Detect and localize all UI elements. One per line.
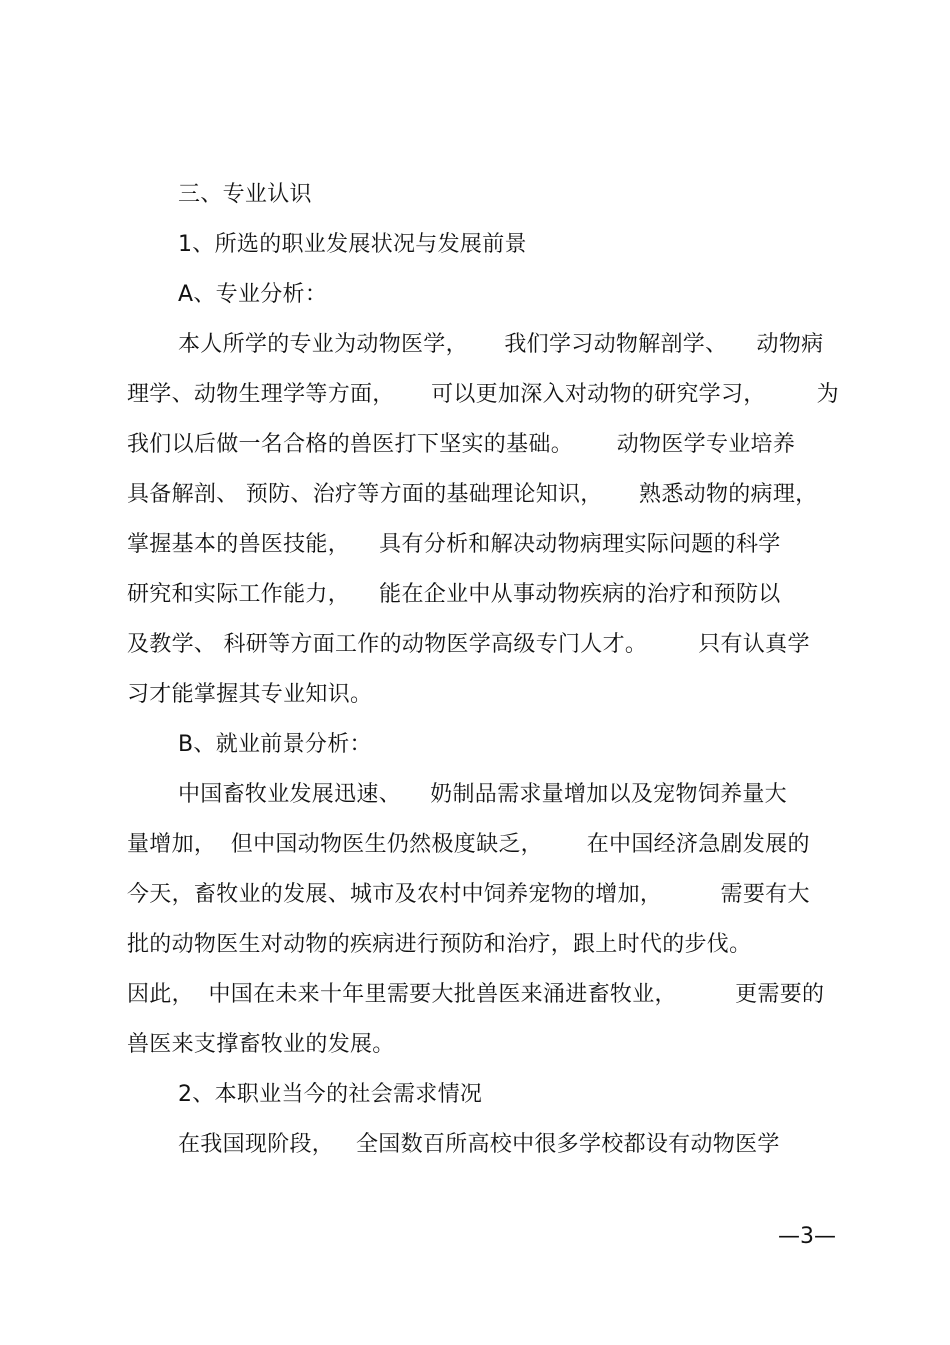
paragraph-line: 研究和实际工作能力， 能在企业中从事动物疾病的治疗和预防以	[127, 582, 781, 607]
paragraph-line: 批的动物医生对动物的疾病进行预防和治疗，跟上时代的步伐。	[127, 932, 752, 957]
paragraph-line: 量增加， 但中国动物医生仍然极度缺乏， 在中国经济急剧发展的	[127, 832, 810, 857]
paragraph-line: 今天，畜牧业的发展、城市及农村中饲养宠物的增加， 需要有大	[127, 882, 810, 907]
paragraph-line: 中国畜牧业发展迅速、 奶制品需求量增加以及宠物饲养量大	[178, 782, 787, 807]
paragraph-line: 在我国现阶段， 全国数百所高校中很多学校都设有动物医学	[178, 1132, 780, 1157]
paragraph-line: 因此， 中国在未来十年里需要大批兽医来涌进畜牧业， 更需要的	[127, 982, 825, 1007]
paragraph-line: 兽医来支撑畜牧业的发展。	[127, 1032, 395, 1057]
subheading-b: B、就业前景分析：	[178, 732, 372, 757]
paragraph-line: 及教学、 科研等方面工作的动物医学高级专门人才。 只有认真学	[127, 632, 810, 657]
page-number: —3—	[778, 1224, 836, 1249]
section-heading: 三、专业认识	[178, 182, 312, 207]
subsection-heading: 1、所选的职业发展状况与发展前景	[178, 232, 527, 257]
paragraph-line: 本人所学的专业为动物医学， 我们学习动物解剖学、 动物病	[178, 332, 824, 357]
paragraph-line: 掌握基本的兽医技能， 具有分析和解决动物病理实际问题的科学	[127, 532, 781, 557]
subsection-heading: 2、本职业当今的社会需求情况	[178, 1082, 483, 1107]
paragraph-line: 我们以后做一名合格的兽医打下坚实的基础。 动物医学专业培养	[127, 432, 796, 457]
paragraph-line: 具备解剖、 预防、治疗等方面的基础理论知识， 熟悉动物的病理，	[127, 482, 818, 507]
subheading-a: A、专业分析：	[178, 282, 328, 307]
paragraph-line: 理学、动物生理学等方面， 可以更加深入对动物的研究学习， 为	[127, 382, 839, 407]
paragraph-line: 习才能掌握其专业知识。	[127, 682, 373, 707]
